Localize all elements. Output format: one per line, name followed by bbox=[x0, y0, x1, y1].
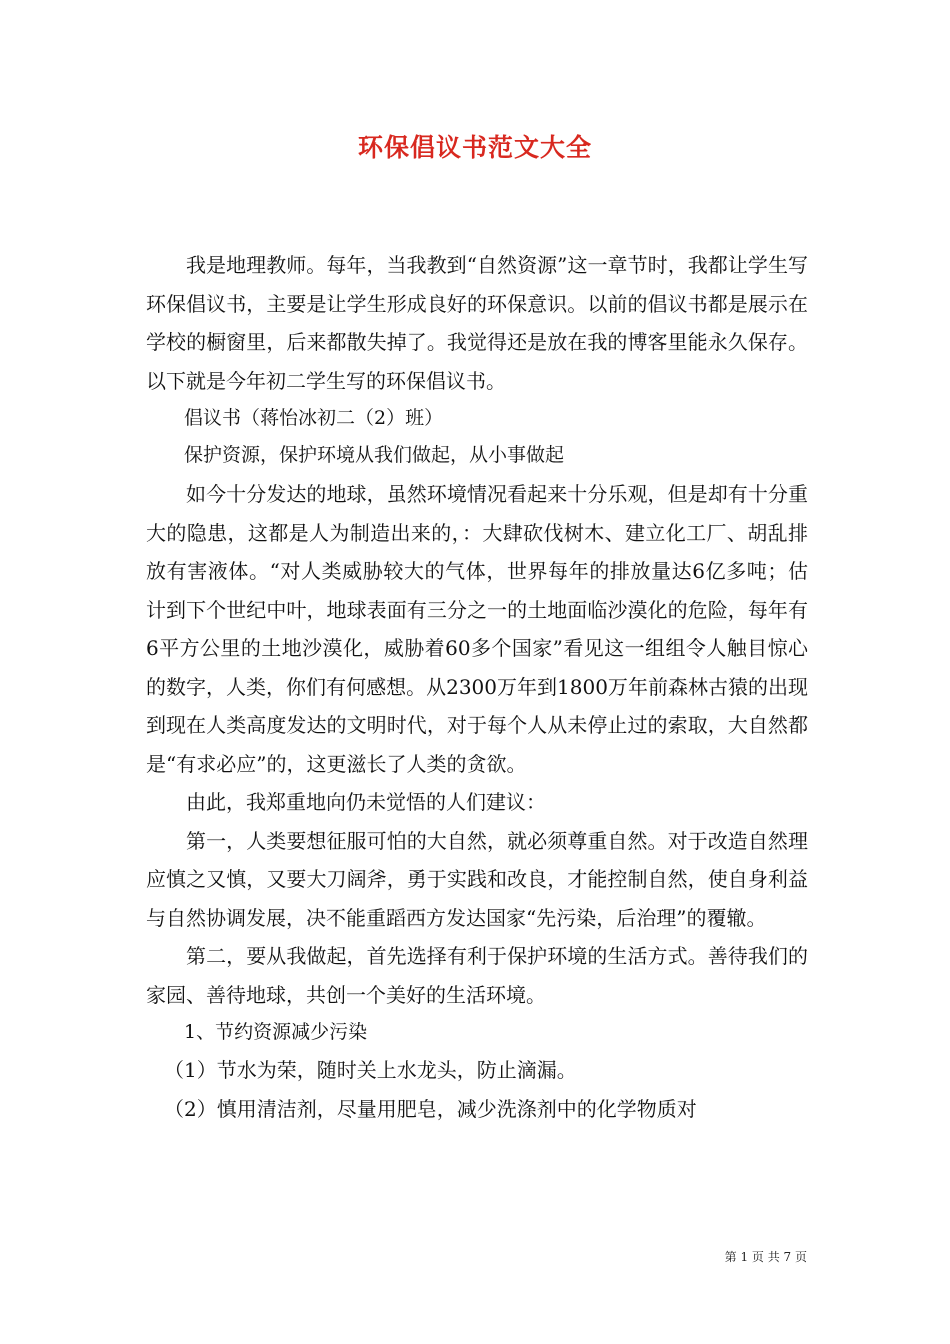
page-indicator: 第 1 页 共 7 页 bbox=[724, 1250, 807, 1264]
list-heading-save-resources: 1、节约资源减少污染 bbox=[184, 1021, 368, 1043]
document-body bbox=[146, 246, 808, 1128]
list-item-save-water: （1）节水为荣，随时关上水龙头，防止滴漏。 bbox=[164, 1058, 577, 1082]
paragraph-point-one: 第一，人类要想征服可怕的大自然，就必须尊重自然。对于改造自然理应慎之又慎，又要大刀阔斧，勇于实践和改良，才能控制自然，使自身利益与自然协调发展，决不能重蹈西方发达国家“先污染，后治理”的覆辙。 bbox=[146, 828, 808, 930]
paragraph-letter-heading: 倡议书（蒋怡冰初二（2）班） bbox=[184, 407, 444, 429]
paragraph-point-two: 第二，要从我做起，首先选择有利于保护环境的生活方式。善待我们的家园、善待地球，共创一个美好的生活环境。 bbox=[146, 944, 808, 1007]
paragraph-subtitle: 保护资源，保护环境从我们做起，从小事做起 bbox=[184, 444, 565, 466]
list-item-detergent: （2）慎用清洁剂，尽量用肥皂，减少洗涤剂中的化学物质对 bbox=[164, 1096, 697, 1121]
document-title: 环保倡议书范文大全 bbox=[357, 133, 592, 162]
paragraph-intro: 我是地理教师。每年，当我教到“自然资源”这一章节时，我都让学生写环保倡议书，主要是让学生形成良好的环保意识。以前的倡议书都是展示在学校的橱窗里，后来都散失掉了。我觉得还是放在我的博客里能永久保存。以下就是今年初二学生写的环保倡议书。 bbox=[146, 253, 808, 393]
paragraph-earth-situation: 如今十分发达的地球，虽然环境情况看起来十分乐观，但是却有十分重大的隐患，这都是人为制造出来的，：大肆砍伐树木、建立化工厂、胡乱排放有害液体。“对人类威胁较大的气体，世界每年的排放量达6亿多吨；估计到下个世纪中叶，地球表面有三分之一的土地面临沙漠化的危险，每年有6平方公里的土地沙漠化，威胁着60多个国家”看见这一组组令人触目惊心的数字，人类，你们有何感想。从2300万年到1800万年前森林古猿的出现到现在人类高度发达的文明时代，对于每个人从未停止过的索取，大自然都是“有求必应”的，这更滋长了人类的贪欲。 bbox=[146, 482, 808, 776]
paragraph-suggestion-intro: 由此，我郑重地向仍未觉悟的人们建议： bbox=[186, 790, 546, 814]
